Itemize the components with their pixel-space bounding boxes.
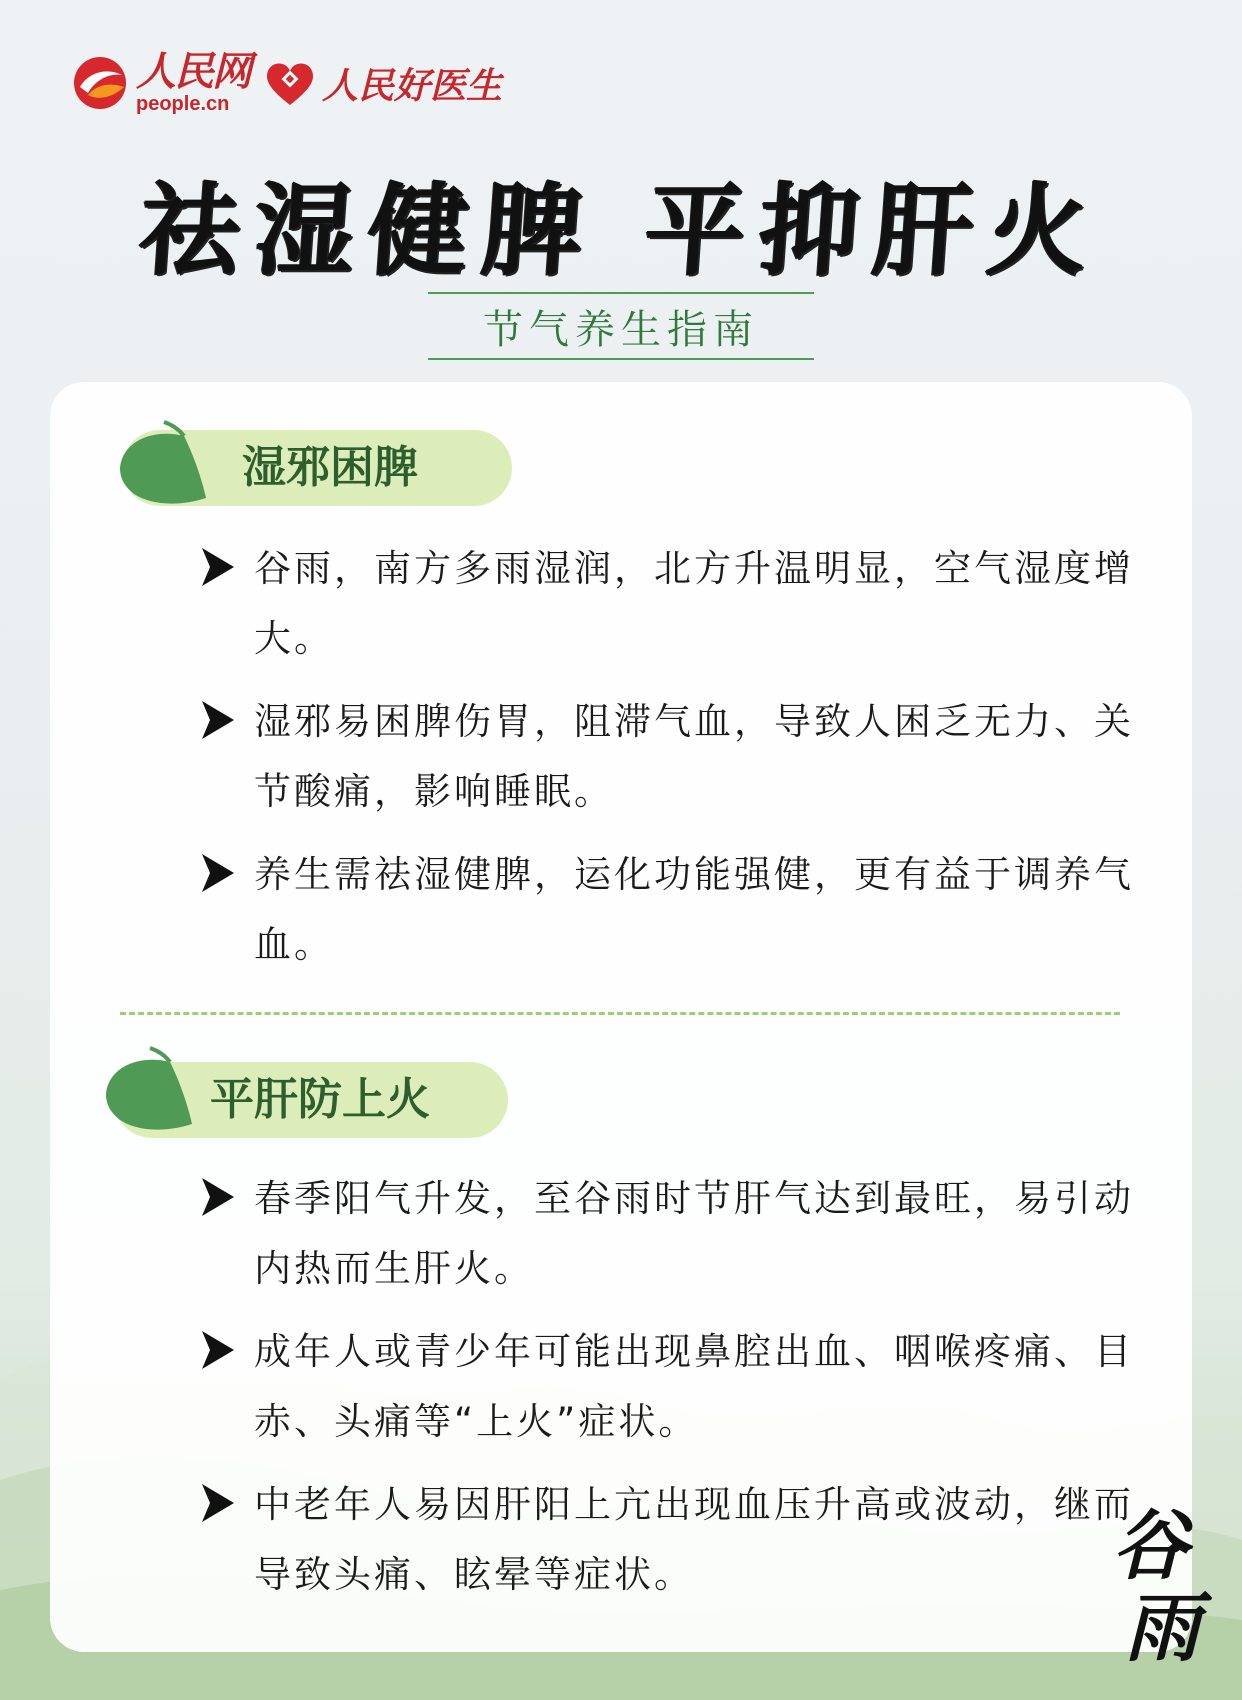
leaf-icon — [98, 1046, 194, 1134]
doctor-logo — [264, 58, 502, 109]
section-divider — [120, 1012, 1120, 1015]
heart-logo-icon — [264, 59, 316, 107]
arrow-bullet-icon — [200, 1329, 236, 1371]
content-card — [50, 382, 1192, 1652]
people-logo-domain: people.cn — [136, 93, 230, 115]
section-2-list — [190, 1164, 1150, 1623]
list-item-text: 谷雨，南方多雨湿润，北方升温明显，空气湿度增大。 — [254, 547, 1134, 660]
subtitle-box — [428, 292, 814, 360]
list-item-text: 养生需祛湿健脾，运化功能强健，更有益于调养气血。 — [254, 853, 1134, 966]
section-1-heading: 湿邪困脾 — [242, 442, 418, 493]
list-item — [190, 687, 1150, 827]
list-item — [190, 1470, 1150, 1610]
list-item-text: 春季阳气升发，至谷雨时节肝气达到最旺，易引动内热而生肝火。 — [254, 1177, 1134, 1290]
people-logo-text: 人民网 — [136, 48, 250, 95]
people-logo-icon — [70, 53, 130, 113]
list-item-text: 中老年人易因肝阳上亢出现血压升高或波动，继而导致头痛、眩晕等症状。 — [254, 1483, 1134, 1596]
doctor-logo-text: 人民好医生 — [322, 64, 503, 107]
calligraphy-char-1: 谷 — [1112, 1501, 1188, 1590]
list-item — [190, 534, 1150, 674]
arrow-bullet-icon — [200, 546, 236, 588]
list-item-text: 湿邪易困脾伤胃，阻滞气血，导致人困乏无力、关节酸痛，影响睡眠。 — [254, 700, 1134, 813]
solar-term-calligraphy — [1104, 1501, 1214, 1678]
logo-row — [70, 48, 502, 118]
page-subtitle: 节气养生指南 — [483, 306, 759, 353]
people-logo — [70, 48, 250, 115]
section-1-list — [190, 534, 1150, 993]
arrow-bullet-icon — [200, 1176, 236, 1218]
list-item — [190, 840, 1150, 980]
arrow-bullet-icon — [200, 1482, 236, 1524]
calligraphy-char-2: 雨 — [1124, 1583, 1200, 1672]
arrow-bullet-icon — [200, 699, 236, 741]
leaf-icon — [112, 420, 208, 508]
list-item-text: 成年人或青少年可能出现鼻腔出血、咽喉疼痛、目赤、头痛等“上火”症状。 — [254, 1330, 1134, 1443]
list-item — [190, 1317, 1150, 1457]
list-item — [190, 1164, 1150, 1304]
arrow-bullet-icon — [200, 852, 236, 894]
section-2-heading: 平肝防上火 — [210, 1074, 430, 1125]
page-title: 祛湿健脾 平抑肝火 — [135, 171, 1105, 289]
